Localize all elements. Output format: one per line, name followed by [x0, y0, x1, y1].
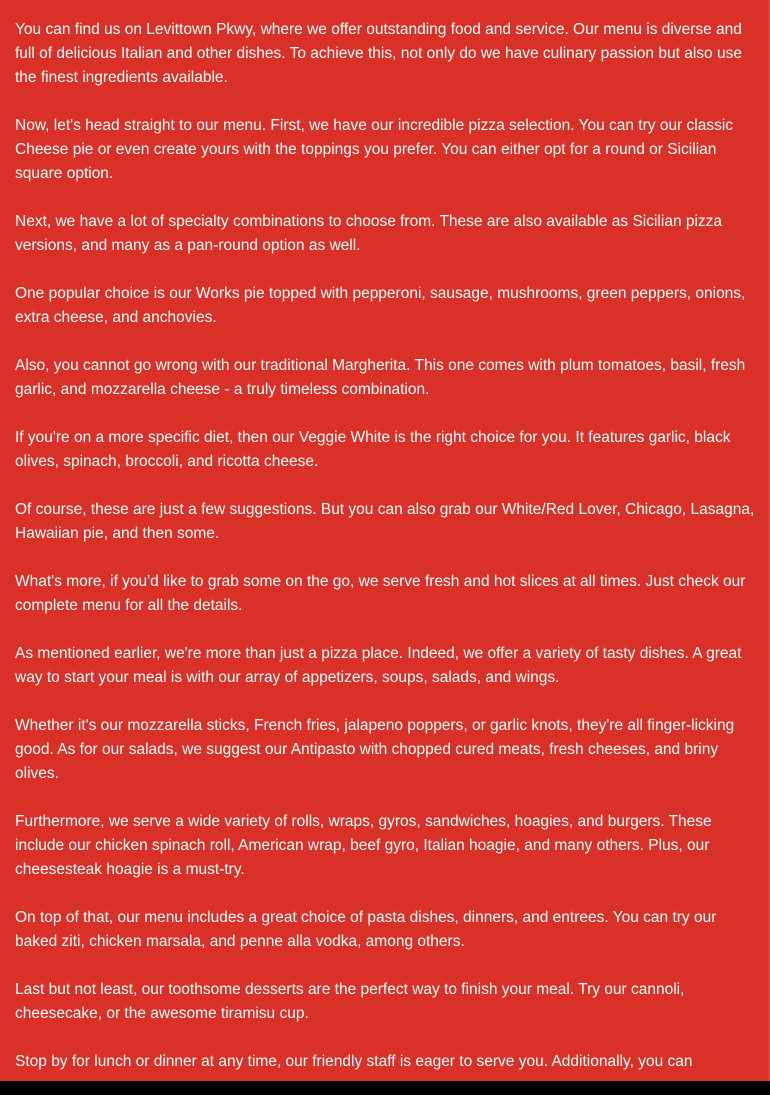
paragraph-rolls-wraps: Furthermore, we serve a wide variety of rolls, wraps, gyros, sandwiches, hoagies, and burgers. These include our chicken spinach roll, American wrap, beef gyro, Italian hoagie, and many others. Plus, our cheesesteak hoagie is a must-try.	[15, 813, 712, 878]
paragraph-veggie-white: If you're on a more specific diet, then our Veggie White is the right choice for you. It features garlic, black olives, spinach, broccoli, and ricotta cheese.	[15, 429, 731, 470]
paragraph-works-pie: One popular choice is our Works pie topped with pepperoni, sausage, mushrooms, green peppers, onions, extra cheese, and anchovies.	[15, 285, 746, 326]
article-body	[15, 18, 760, 1081]
paragraph-salads: Whether it's our mozzarella sticks, French fries, jalapeno poppers, or garlic knots, they're all finger-licking good. As for our salads, we suggest our Antipasto with chopped cured meats, fresh cheeses, and briny olives.	[15, 717, 735, 782]
paragraph-margherita: Also, you cannot go wrong with our traditional Margherita. This one comes with plum tomatoes, basil, fresh garlic, and mozzarella cheese - a truly timeless combination.	[15, 357, 746, 398]
paragraph-pasta: On top of that, our menu includes a great choice of pasta dishes, dinners, and entrees. You can try our baked ziti, chicken marsala, and penne alla vodka, among others.	[15, 909, 717, 950]
paragraph-desserts: Last but not least, our toothsome desserts are the perfect way to finish your meal. Try our cannoli, cheesecake, or the awesome tiramisu cup.	[15, 981, 685, 1022]
paragraph-visit: Stop by for lunch or dinner at any time, our friendly staff is eager to serve you. Additionally, you can	[15, 1053, 693, 1070]
paragraph-more-pies: Of course, these are just a few suggestions. But you can also grab our White/Red Lover, Chicago, Lasagna, Hawaiian pie, and then some.	[15, 501, 755, 542]
paragraph-intro: You can find us on Levittown Pkwy, where we offer outstanding food and service. Our menu is diverse and full of delicious Italian and other dishes. To achieve this, not only do we have culinary passion but also use the finest ingredients available.	[15, 21, 742, 86]
bottom-bar	[0, 1081, 770, 1095]
paragraph-appetizers: As mentioned earlier, we're more than just a pizza place. Indeed, we offer a variety of tasty dishes. A great way to start your meal is with our array of appetizers, soups, salads, and wings.	[15, 645, 742, 686]
paragraph-specialty-combinations: Next, we have a lot of specialty combinations to choose from. These are also available as Sicilian pizza versions, and many as a pan-round option as well.	[15, 213, 723, 254]
paragraph-slices: What's more, if you'd like to grab some on the go, we serve fresh and hot slices at all times. Just check our complete menu for all the details.	[15, 573, 746, 614]
paragraph-pizza-selection: Now, let's head straight to our menu. First, we have our incredible pizza selection. You can try our classic Cheese pie or even create yours with the toppings you prefer. You can either opt for a round or Sicilian square option.	[15, 117, 734, 182]
